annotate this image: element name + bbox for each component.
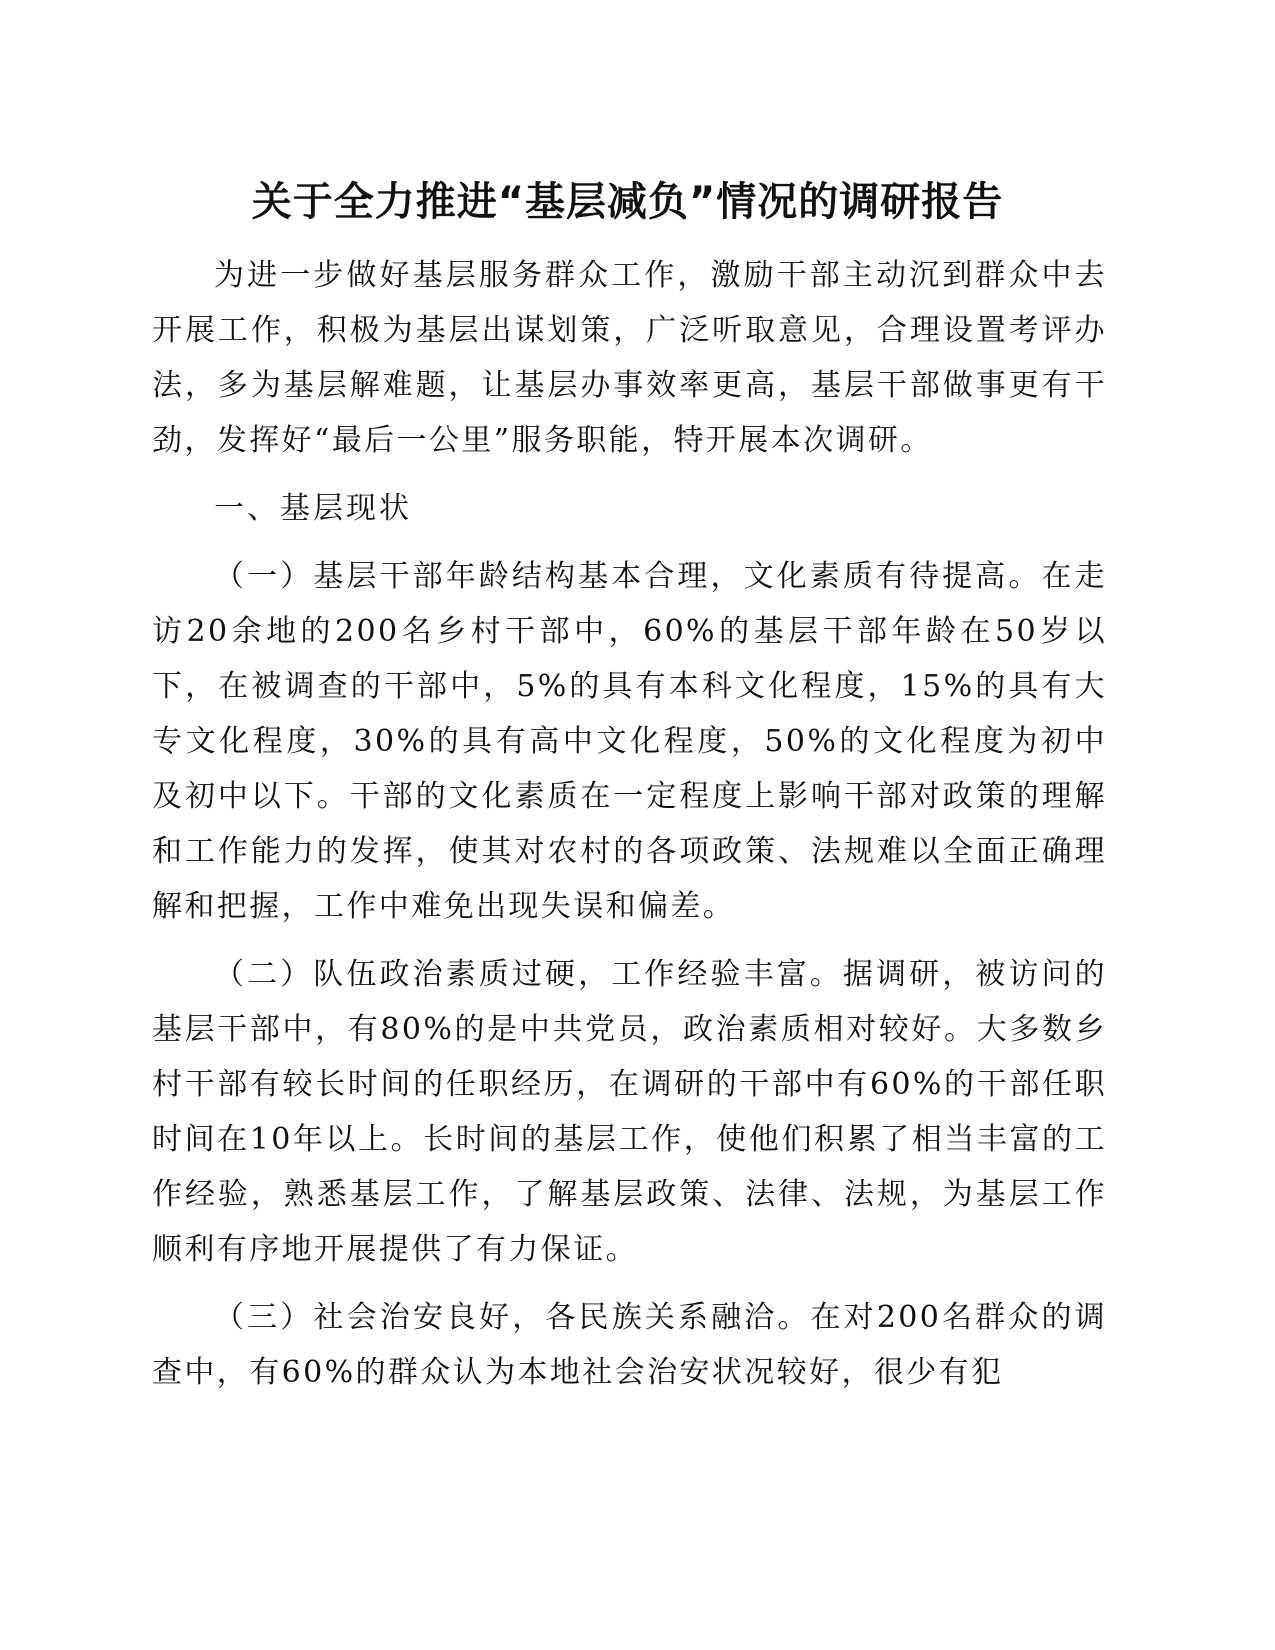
intro-paragraph: 为进一步做好基层服务群众工作，激励干部主动沉到群众中去开展工作，积极为基层出谋划策，广泛听取意见，合理设置考评办法，多为基层解难题，让基层办事效率更高，基层干部做事更有干劲，发挥好“最后一公里”服务职能，特开展本次调研。 — [152, 258, 1107, 458]
paragraph-public-security: （三）社会治安良好，各民族关系融洽。在对200名群众的调查中，有60%的群众认为本地社会治安状况较好，很少有犯 — [152, 1300, 1107, 1390]
document-body — [152, 248, 1107, 1400]
paragraph-cadre-age-education: （一）基层干部年龄结构基本合理，文化素质有待提高。在走访20余地的200名乡村干部中，60%的基层干部年龄在50岁以下，在被调查的干部中，5%的具有本科文化程度，15%的具有大专文化程度，30%的具有高中文化程度，50%的文化程度为初中及初中以下。干部的文化素质在一定程度上影响干部对政策的理解和工作能力的发挥，使其对农村的各项政策、法规难以全面正确理解和把握，工作中难免出现失误和偏差。 — [152, 559, 1107, 924]
section-heading-current-status: 一、基层现状 — [214, 491, 412, 526]
document-title: 关于全力推进“基层减负”情况的调研报告 — [251, 179, 1004, 225]
paragraph-political-quality: （二）队伍政治素质过硬，工作经验丰富。据调研，被访问的基层干部中，有80%的是中共党员，政治素质相对较好。大多数乡村干部有较长时间的任职经历，在调研的干部中有60%的干部任职时间在10年以上。长时间的基层工作，使他们积累了相当丰富的工作经验，熟悉基层工作，了解基层政策、法律、法规，为基层工作顺利有序地开展提供了有力保证。 — [152, 957, 1107, 1267]
